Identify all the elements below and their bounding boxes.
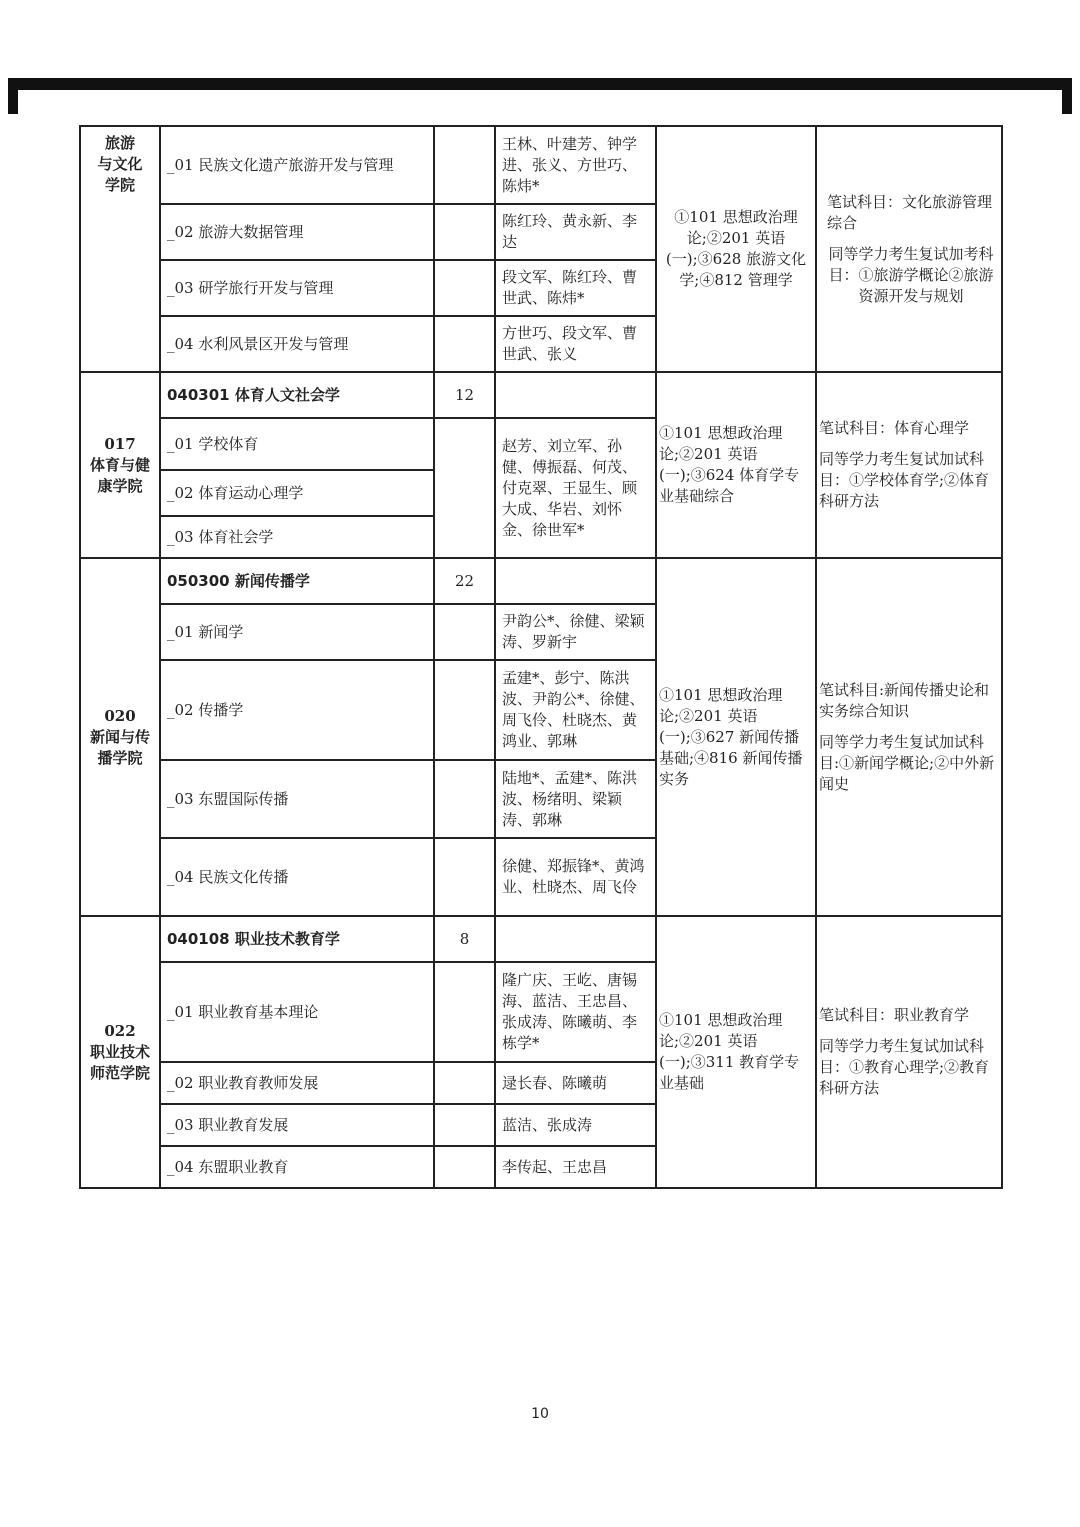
quota-cell [434,660,495,760]
exam-subjects: ①101 思想政治理论;②201 英语(一);③311 教育学专业基础 [656,916,816,1188]
tutors-cell: 徐健、郑振锋*、黄鸿业、杜晓杰、周飞伶 [495,838,656,916]
quota-cell [434,760,495,838]
quota-cell [434,204,495,260]
page-number: 10 [531,1406,549,1422]
direction-name: _03 职业教育发展 [160,1104,434,1146]
exam-subjects: ①101 思想政治理论;②201 英语(一);③624 体育学专业基础综合 [656,372,816,558]
tutors-cell: 孟建*、彭宁、陈洪波、尹韵公*、徐健、周飞伶、杜晓杰、黄鸿业、郭琳 [495,660,656,760]
major-name: 040301 体育人文社会学 [160,372,434,418]
notes-cell [816,916,1002,1188]
direction-name: _02 职业教育教师发展 [160,1062,434,1104]
written-test-note: 笔试科目：文化旅游管理综合 [827,192,993,232]
college-cell: 020 新闻与传 播学院 [80,558,160,916]
direction-name: _04 水利风景区开发与管理 [160,316,434,372]
quota-cell [434,126,495,204]
table-row [80,916,1002,962]
major-name: 050300 新闻传播学 [160,558,434,604]
written-test-note: 笔试科目：职业教育学 [819,1006,970,1024]
major-name: 040108 职业技术教育学 [160,916,434,962]
tutors-cell: 隆广庆、王屹、唐锡海、蓝洁、王忠昌、张成涛、陈曦萌、李栋学* [495,962,656,1062]
quota-cell [434,418,495,558]
direction-name: _02 体育运动心理学 [160,470,434,516]
direction-name: _01 职业教育基本理论 [160,962,434,1062]
quota-cell: 22 [434,558,495,604]
table-row [80,558,1002,604]
direction-name: _03 东盟国际传播 [160,760,434,838]
direction-name: _01 学校体育 [160,418,434,470]
tutors-cell: 王林、叶建芳、钟学进、张义、方世巧、陈炜* [495,126,656,204]
notes-cell [816,126,1002,372]
tutors-cell-empty [495,372,656,418]
tutors-cell-empty [495,558,656,604]
college-cell: 旅游 与文化 学院 [80,126,160,372]
direction-name: _01 新闻学 [160,604,434,660]
direction-name: _03 研学旅行开发与管理 [160,260,434,316]
quota-cell [434,316,495,372]
exam-subjects: ①101 思想政治理论;②201 英语(一);③628 旅游文化学;④812 管理学 [656,126,816,372]
header-rule-left-tick [8,78,18,114]
quota-cell: 12 [434,372,495,418]
written-test-note: 笔试科目：体育心理学 [819,419,970,437]
tutors-cell: 陈红玲、黄永新、李达 [495,204,656,260]
quota-cell [434,260,495,316]
quota-cell [434,1062,495,1104]
tutors-cell: 蓝洁、张成涛 [495,1104,656,1146]
table-row [80,126,1002,204]
college-cell: 022 职业技术 师范学院 [80,916,160,1188]
notes-cell [816,372,1002,558]
tutors-cell: 李传起、王忠昌 [495,1146,656,1188]
equivalent-exam-note: 同等学力考生复试加试科目：①学校体育学;②体育科研方法 [819,450,990,510]
quota-cell [434,1104,495,1146]
tutors-cell: 方世巧、段文军、曹世武、张义 [495,316,656,372]
tutors-cell: 尹韵公*、徐健、梁颖涛、罗新宇 [495,604,656,660]
quota-cell [434,1146,495,1188]
equivalent-exam-note: 同等学力考生复试加试科目：①教育心理学;②教育科研方法 [819,1037,990,1097]
header-rule-right-tick [1062,78,1072,114]
exam-subjects: ①101 思想政治理论;②201 英语(一);③627 新闻传播基础;④816 新闻传播实务 [656,558,816,916]
tutors-cell: 陆地*、孟建*、陈洪波、杨绪明、梁颖涛、郭琳 [495,760,656,838]
quota-cell [434,962,495,1062]
quota-cell [434,604,495,660]
direction-name: _02 旅游大数据管理 [160,204,434,260]
direction-name: _04 东盟职业教育 [160,1146,434,1188]
enrollment-table [79,125,1003,1189]
direction-name: _04 民族文化传播 [160,838,434,916]
table-row [80,372,1002,418]
direction-name: _01 民族文化遗产旅游开发与管理 [160,126,434,204]
notes-cell [816,558,1002,916]
tutors-cell: 赵芳、刘立军、孙健、傅振磊、何茂、付克翠、王显生、顾大成、华岩、刘怀金、徐世军* [495,418,656,558]
tutors-cell: 段文军、陈红玲、曹世武、陈炜* [495,260,656,316]
college-cell: 017 体育与健 康学院 [80,372,160,558]
equivalent-exam-note: 同等学力考生复试加试科目:①新闻学概论;②中外新闻史 [819,732,995,793]
quota-cell [434,838,495,916]
header-rule [8,78,1072,90]
tutors-cell-empty [495,916,656,962]
direction-name: _02 传播学 [160,660,434,760]
tutors-cell: 逯长春、陈曦萌 [495,1062,656,1104]
equivalent-exam-note: 同等学力考生复试加考科目：①旅游学概论②旅游资源开发与规划 [828,244,994,305]
written-test-note: 笔试科目:新闻传播史论和实务综合知识 [819,680,990,720]
direction-name: _03 体育社会学 [160,516,434,558]
quota-cell: 8 [434,916,495,962]
